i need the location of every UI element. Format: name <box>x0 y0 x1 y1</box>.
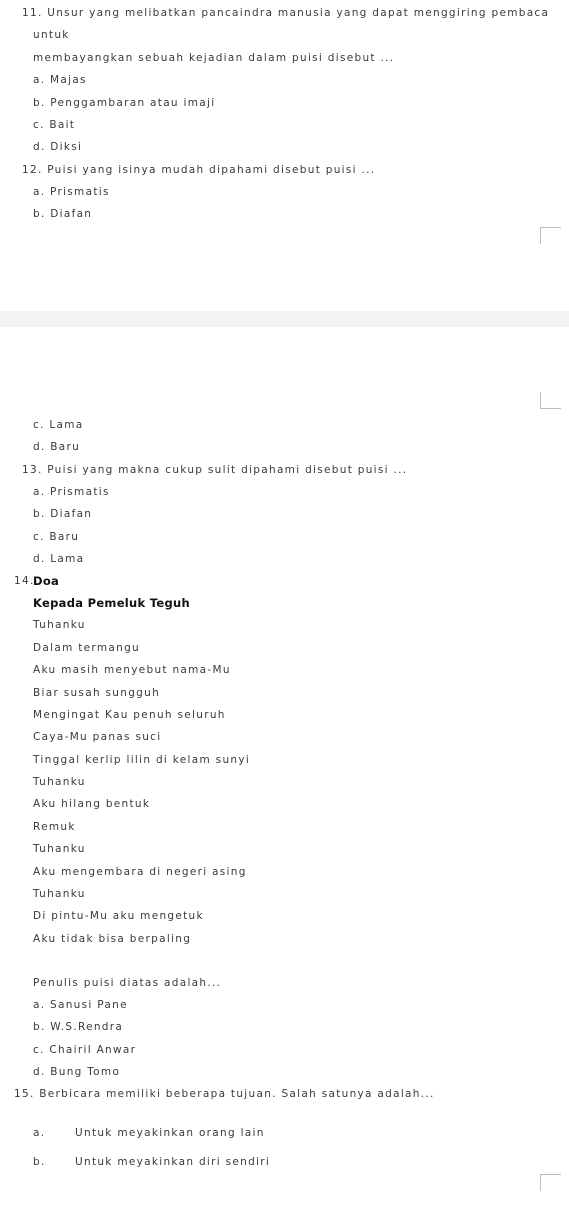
q13-option-c: c. Baru <box>33 531 80 543</box>
poem-line: Tuhanku <box>33 888 86 900</box>
q13-option-d: d. Lama <box>33 553 85 565</box>
page-corner-mark <box>540 392 561 409</box>
poem-line: Dalam termangu <box>33 642 140 654</box>
q15-question: 15. Berbicara memiliki beberapa tujuan. Salah satunya adalah... <box>14 1088 435 1100</box>
q13-option-a: a. Prismatis <box>33 486 110 498</box>
q11-option-b: b. Penggambaran atau imaji <box>33 97 216 109</box>
q11-question-line2: untuk <box>33 29 70 41</box>
q11-option-c: c. Bait <box>33 119 76 131</box>
q15-option-b-letter: b. <box>33 1156 46 1168</box>
q11-question-line1: 11. Unsur yang melibatkan pancaindra manusia yang dapat menggiring pembaca <box>22 7 550 19</box>
poem-subtitle: Kepada Pemeluk Teguh <box>33 596 191 610</box>
q11-question-line3: membayangkan sebuah kejadian dalam puisi disebut ... <box>33 52 395 64</box>
poem-line: Mengingat Kau penuh seluruh <box>33 709 226 721</box>
poem-line: Caya-Mu panas suci <box>33 731 162 743</box>
q14-number: 14. <box>14 575 35 587</box>
q15-option-b-text: Untuk meyakinkan diri sendiri <box>75 1156 271 1168</box>
q13-option-b: b. Diafan <box>33 508 93 520</box>
poem-line: Tuhanku <box>33 843 86 855</box>
poem-line: Di pintu-Mu aku mengetuk <box>33 910 204 922</box>
poem-line: Tuhanku <box>33 619 86 631</box>
page-break <box>0 311 569 327</box>
poem-line: Aku tidak bisa berpaling <box>33 933 192 945</box>
q12-option-c: c. Lama <box>33 419 84 431</box>
poem-line: Tuhanku <box>33 776 86 788</box>
q14-option-c: c. Chairil Anwar <box>33 1044 137 1056</box>
poem-line: Remuk <box>33 821 76 833</box>
q12-option-b: b. Diafan <box>33 208 93 220</box>
poem-line: Aku mengembara di negeri asing <box>33 866 247 878</box>
poem-line: Aku masih menyebut nama-Mu <box>33 664 231 676</box>
poem-line: Biar susah sungguh <box>33 687 161 699</box>
poem-title: Doa <box>33 574 60 588</box>
q14-option-a: a. Sanusi Pane <box>33 999 128 1011</box>
q11-option-d: d. Diksi <box>33 141 83 153</box>
poem-line: Tinggal kerlip lilin di kelam sunyi <box>33 754 251 766</box>
q12-question: 12. Puisi yang isinya mudah dipahami disebut puisi ... <box>22 164 376 176</box>
q12-option-a: a. Prismatis <box>33 186 110 198</box>
q15-option-a-text: Untuk meyakinkan orang lain <box>75 1127 265 1139</box>
page-corner-mark <box>540 227 561 244</box>
q14-option-d: d. Bung Tomo <box>33 1066 121 1078</box>
q14-question: Penulis puisi diatas adalah... <box>33 977 222 989</box>
q13-question: 13. Puisi yang makna cukup sulit dipahami disebut puisi ... <box>22 464 408 476</box>
q12-option-d: d. Baru <box>33 441 81 453</box>
q15-option-a-letter: a. <box>33 1127 46 1139</box>
q14-option-b: b. W.S.Rendra <box>33 1021 124 1033</box>
q11-option-a: a. Majas <box>33 74 87 86</box>
poem-line: Aku hilang bentuk <box>33 798 151 810</box>
page-corner-mark <box>540 1174 561 1191</box>
